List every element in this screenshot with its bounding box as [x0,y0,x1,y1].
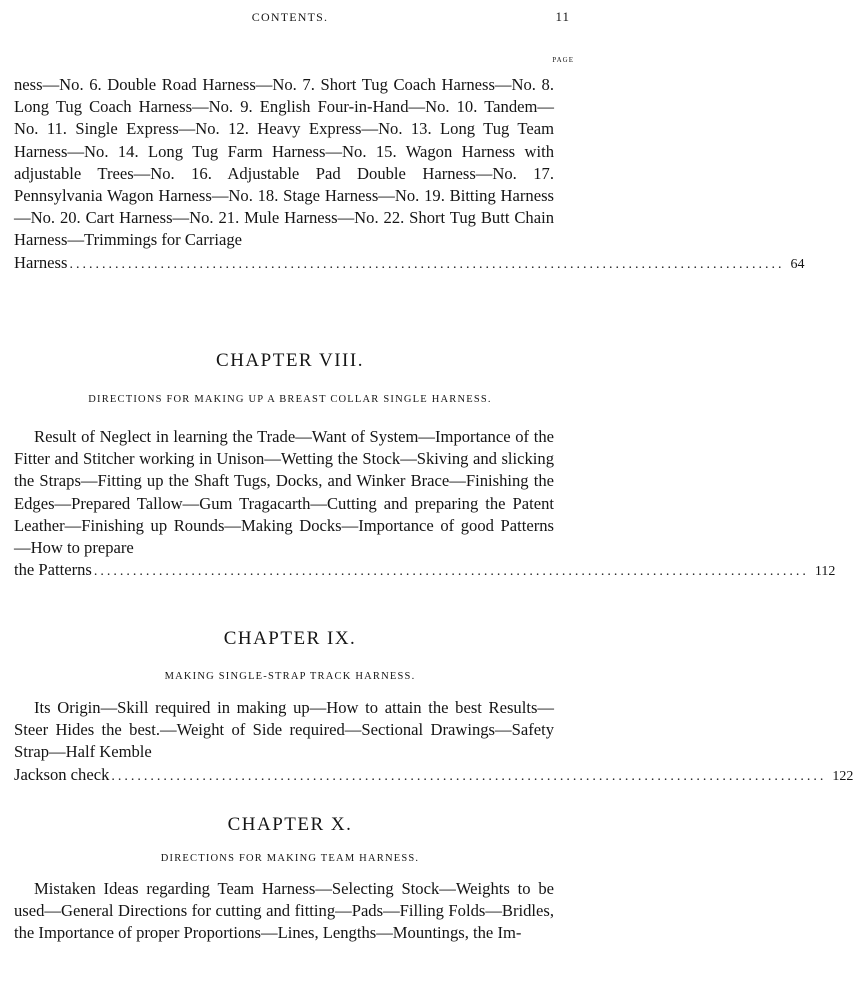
contents-entry-continued [14,74,805,276]
entry-text: Mistaken Ideas regarding Team Harness—Selecting Stock—Weights to be used—General Directions for cutting and fitting—Pads—Filling Folds—Bridles, the Importance of proper Proportions—Lines, Lengths—Mountings, the Im- [14,879,554,943]
entry-text: Result of Neglect in learning the Trade—Want of System—Importance of the Fitter and Stitcher working in Unison—Wetting the Stock—Skiving and slicking the Straps—Fitting up the Shaft Tugs, Docks, and Winker Brace—Finishing the Edges—Prepared Tallow—Gum Tragacarth—Cutting and preparing the Patent Leather—Finishing up Rounds—Making Docks—Importance of good Patterns—How to prepare [14,427,554,558]
entry-page-number: 122 [832,768,853,784]
chapter-heading: CHAPTER VIII. [216,350,364,371]
contents-entry [14,426,836,583]
dot-leader: .............................................................................................................. [111,768,827,784]
entry-last-line: the Patterns [14,560,92,580]
chapter-subtitle: DIRECTIONS FOR MAKING UP A BREAST COLLAR SINGLE HARNESS. [88,394,492,405]
entry-text: ness—No. 6. Double Road Harness—No. 7. Short Tug Coach Harness—No. 8. Long Tug Coach Harness—No. 9. English Four-in-Hand—No. 10. Tandem—No. 11. Single Express—No. 12. Heavy Express—No. 13. Long Tug Team Harness—No. 14. Long Tug Farm Harness—No. 15. Wagon Harness with adjustable Trees—No. 16. Adjustable Pad Double Harness—No. 17. Pennsylvania Wagon Harness—No. 18. Stage Harness—No. 19. Bitting Harness—No. 20. Cart Harness—No. 21. Mule Harness—No. 22. Short Tug Butt Chain Harness—Trimmings for Carriage [14,75,554,250]
entry-last-line: Harness [14,252,68,272]
entry-last-line: Jackson check [14,764,110,784]
chapter-subtitle: DIRECTIONS FOR MAKING TEAM HARNESS. [160,853,420,864]
chapter-heading: CHAPTER X. [227,814,353,835]
dot-leader: .............................................................................................................. [69,256,785,272]
leader-line [14,559,836,583]
entry-page-number: 112 [814,564,836,580]
running-head [0,10,580,30]
entry-text: Its Origin—Skill required in making up—How to attain the best Results—Steer Hides the best.—Weight of Side required—Sectional Drawings—Safety Strap—Half Kemble [14,698,554,762]
dot-leader: .............................................................................................................. [93,564,809,580]
contents-entry [14,878,554,945]
leader-line [14,252,805,276]
entry-page-number: 64 [790,256,805,272]
running-title: CONTENTS. [251,10,329,24]
chapter-subtitle: MAKING SINGLE-STRAP TRACK HARNESS. [164,671,416,682]
page-column-label: PAGE [552,56,574,64]
leader-line [14,764,853,788]
chapter-heading: CHAPTER IX. [223,628,357,649]
contents-entry [14,697,853,788]
page-number: 11 [555,9,570,24]
